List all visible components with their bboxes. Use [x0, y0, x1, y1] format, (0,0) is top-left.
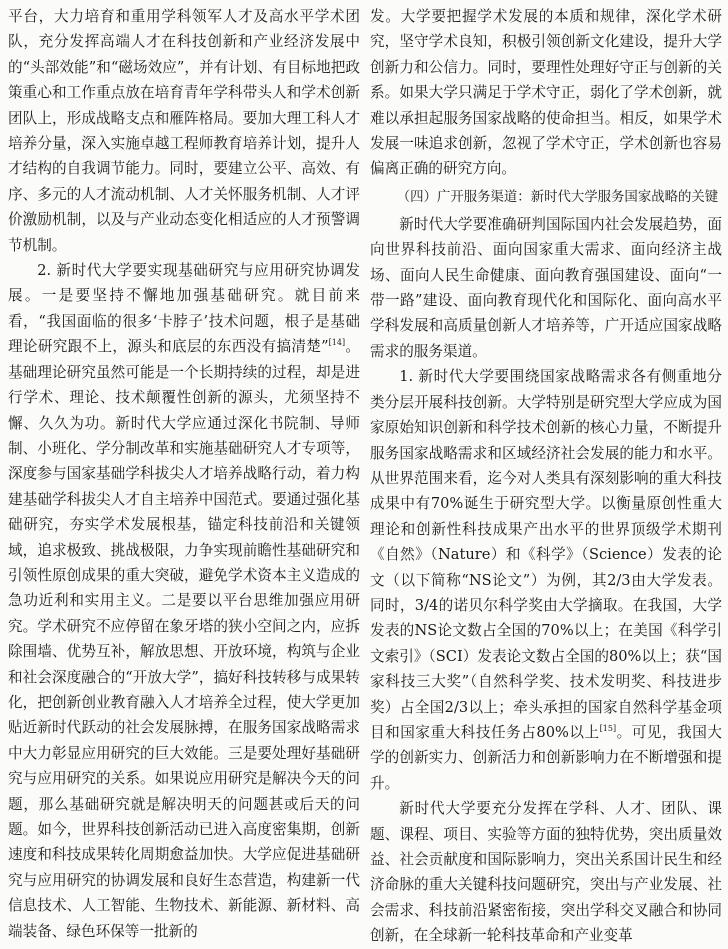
paragraph-talent-platform: 平台，大力培育和重用学科领军人才及高水平学术团队，充分发挥高端人才在科技创新和产业经济发展中的“头部效能”和“磁场效应”，并有计划、有目标地把政策重心和工作重点放在培育青年学科带头人和学术创新团队上，形成战略支点和雁阵格局。要加大理工科人才培养分量，深入实施卓越工程师教育培养计划，提升人才结构的自我调节能力。同时，要建立公平、高效、有序、多元的人才流动机制、人才关怀服务机制、人才评价激励机制，以及与产业动态变化相适应的人才预警调节机制。	[8, 8, 360, 254]
paragraph-text: 2. 新时代大学要实现基础研究与应用研究协调发展。一是要坚持不懈地加强基础研究。就目前来看，“我国面临的很多‘卡脖子’技术问题，根子是基础理论研究跟不上，源头和底层的东西没有搞清楚”	[8, 262, 360, 356]
paragraph-academic-integrity: 发。大学要把握学术发展的本质和规律，深化学术研究，坚守学术良知，积极引领创新文化建设，提升大学创新力和公信力。同时，要理性处理好守正与创新的关系。如果大学只满足于学术守正，弱化了学术创新，就难以承担起服务国家战略的使命担当。相反，如果学术发展一味追求创新，忽视了学术守正，学术创新也容易偏离正确的研究方向。	[370, 8, 722, 178]
paragraph-text: 1. 新时代大学要围绕国家战略需求各有侧重地分类分层开展科技创新。大学特别是研究型大学应成为国家原始知识创新和科学技术创新的核心力量，不断提升服务国家战略需求和区域经济社会发展的能力和水平。从世界范围来看，迄今对人类具有深刻影响的重大科技成果中有70%诞生于研究型大学。以衡量原创性重大理论和创新性科技成果产出水平的世界顶级学术期刊《自然》（Nature）和《科学》（Science）发表的论文（以下简称“NS论文”）为例，其2/3由大学发表。同时，3/4的诺贝尔科学奖由大学摘取。在我国，大学发表的NS论文数占全国的70%以上；在美国《科学引文索引》（SCI）发表论文数占全国的80%以上；获“国家科技三大奖”（自然科学奖、技术发明奖、科技进步奖）占全国2/3以上；牵头承担的国家自然科学基金项目和国家重大科技任务占80%以上	[370, 368, 722, 741]
paragraph-service-channels: 新时代大学要准确研判国际国内社会发展趋势，面向世界科技前沿、面向国家重大需求、面向经济主战场、面向人民生命健康、面向教育强国建设、面向“一带一路”建设、面向教育现代化和国际化、面向高水平学科发展和高质量创新人才培养等，广开适应国家战略需求的服务渠道。	[370, 215, 722, 360]
paragraph-text: 。可见，我国大学的创新实力、创新活力和创新影响力在不断增强和提升。	[370, 723, 722, 792]
citation-ref: [15]	[599, 724, 617, 734]
paragraph-basic-applied-research	[8, 258, 360, 944]
paragraph-tech-innovation	[370, 364, 722, 796]
left-column	[8, 4, 360, 944]
citation-ref: [14]	[328, 338, 346, 348]
paragraph-text: 。基础理论研究虽然可能是一个长期持续的过程，却是进行学术、理论、技术颠覆性创新的源头，尤须坚持不懈、久久为功。新时代大学应通过深化书院制、导师制、小班化、学分制改革和实施基础研究人才专项等，深度参与国家基础学科拔尖人才培养战略行动，着力构建基础学科拔尖人才自主培养中国范式。要通过强化基础研究，夯实学术发展根基，锚定科技前沿和关键领域，追求极致、挑战极限，力争实现前瞻性基础研究和引领性原创成果的重大突破，避免学术资本主义造成的急功近利和实用主义。二是要以平台思维加强应用研究。学术研究不应停留在象牙塔的狭小空间之内，应拆除围墙、优势互补，解放思想、开放环境，构筑与企业和社会深度融合的“开放大学”，搞好科技转移与成果转化，把创新创业教育融入人才培养全过程，使大学更加贴近新时代跃动的社会发展脉搏，在服务国家战略需求中大力彰显应用研究的巨大效能。三是要处理好基础研究与应用研究的关系。如果说应用研究是解决今天的问题，那么基础研究就是解决明天的问题甚或后天的问题。如今，世界科技创新活动已进入高度密集期，创新速度和科技成果转化周期愈益加快。大学应促进基础研究与应用研究的协调发展和良好生态营造，构建新一代信息技术、人工智能、生物技术、新能源、新材料、高端装备、绿色环保等一批新的	[8, 338, 360, 940]
paragraph-unique-advantages: 新时代大学要充分发挥在学科、人才、团队、课题、课程、项目、实验等方面的独特优势，突出质量效益、社会贡献度和国际影响力，突出关系国计民生和经济命脉的重大关键科技问题研究，突出与产业发展、社会需求、科技前沿紧密衔接，突出学科交叉融合和协同创新，在全球新一轮科技革命和产业变革	[370, 800, 722, 945]
right-column	[370, 4, 722, 949]
section-heading: （四）广开服务渠道：新时代大学服务国家战略的关键	[396, 189, 719, 205]
